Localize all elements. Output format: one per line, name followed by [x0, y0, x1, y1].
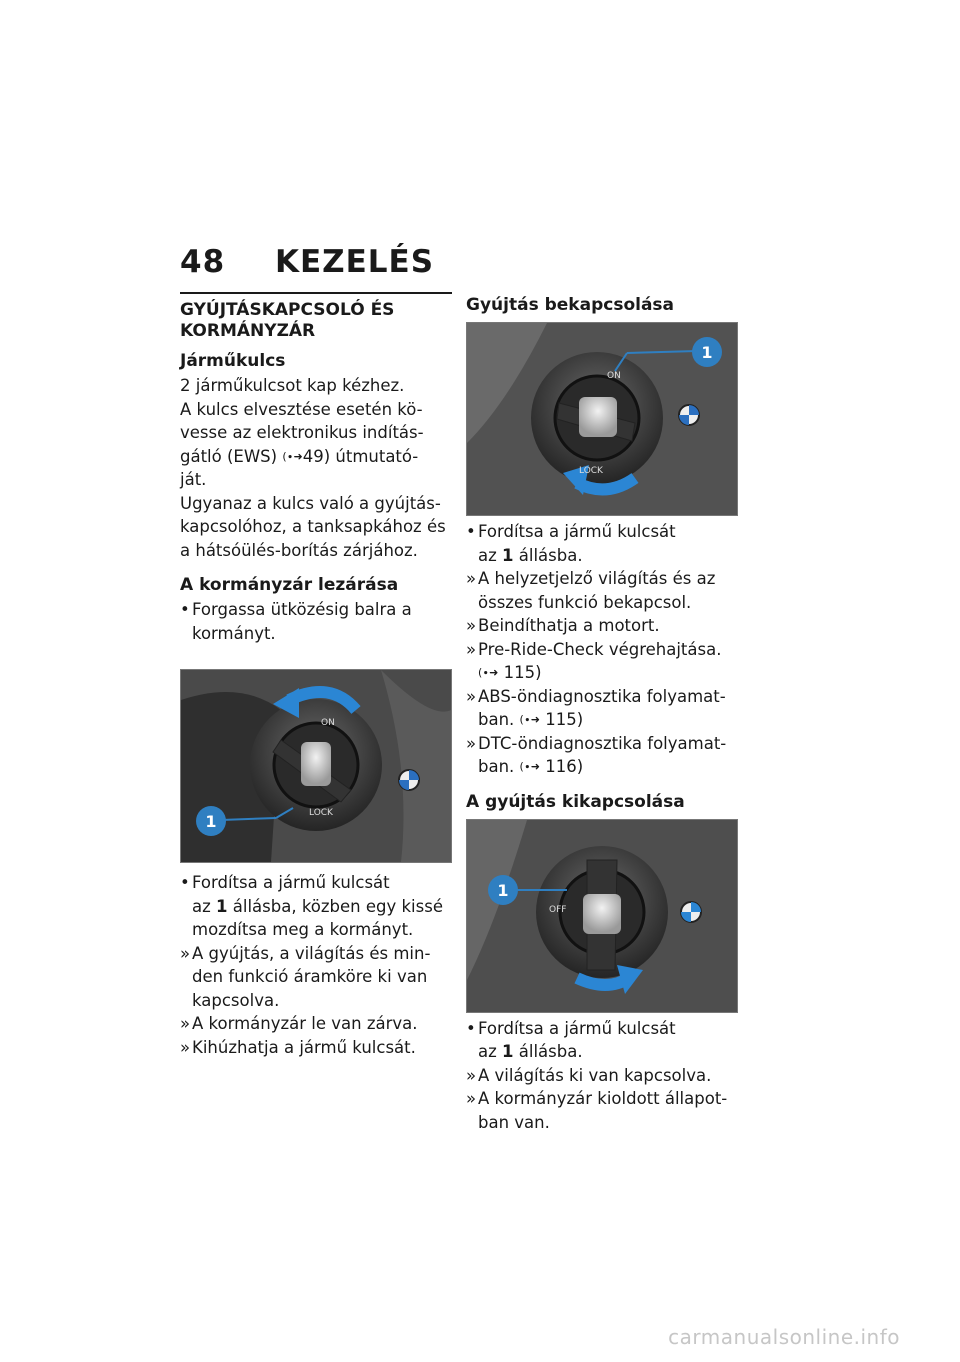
key-paragraph-2: Ugyanaz a kulcs való a gyújtás- kapcsolóhoz, a tanksapkához és a hátsóülés-borítás zárjához.	[180, 493, 446, 560]
figure-steering-lock	[180, 669, 452, 863]
result-icon: »	[466, 639, 477, 659]
result-item: » DTC-öndiagnosztika folyamat- ban. (∙➜ 116)	[466, 733, 727, 776]
section-title: GYÚJTÁSKAPCSOLÓ ÉS KORMÁNYZÁR	[180, 300, 395, 341]
result-icon: »	[466, 1065, 477, 1085]
result-icon: »	[180, 1037, 191, 1057]
result-item: » A kormányzár kioldott állapot- ban van.	[466, 1089, 728, 1132]
callout-1: 1	[497, 880, 509, 900]
subsection-title-key: Járműkulcs	[180, 351, 286, 371]
callout-1: 1	[701, 343, 713, 362]
page-title: KEZELÉS	[274, 244, 435, 280]
result-icon: »	[466, 1089, 477, 1108]
result-item: » Kihúzhatja a jármű kulcsát.	[180, 1036, 452, 1060]
svg-text:OFF: OFF	[549, 904, 567, 915]
svg-text:LOCK: LOCK	[309, 808, 333, 818]
svg-text:ON: ON	[321, 718, 335, 728]
bullet-icon: •	[180, 600, 190, 619]
watermark: carmanualsonline.info	[668, 1325, 900, 1349]
right-column	[466, 292, 740, 1134]
key-paragraph: 2 járműkulcsot kap kézhez. A kulcs elvesztése esetén kö- vesse az elektronikus indítás- gátló (EWS) (∙➜49) útmutató- ját.	[180, 376, 424, 489]
page-number: 48	[180, 244, 226, 280]
subsection-title-ignition-on: Gyújtás bekapcsolása	[466, 295, 675, 315]
ignition-lock-illustration	[181, 670, 451, 862]
result-item: » A gyújtás, a világítás és min- den funkció áramköre ki van kapcsolva.	[180, 943, 431, 1010]
result-item: » A kormányzár le van zárva.	[180, 1012, 452, 1036]
result-icon: »	[466, 686, 477, 706]
result-item: » Beindíthatja a motort.	[466, 614, 740, 638]
result-item: » Pre-Ride-Check végrehajtása. (∙➜ 115)	[466, 639, 722, 682]
result-icon: »	[180, 943, 191, 963]
figure-ignition-off	[466, 819, 738, 1013]
list-item: • Fordítsa a jármű kulcsát az 1 állásba.	[466, 522, 676, 565]
bullet-icon: •	[466, 1018, 476, 1038]
ignition-off-illustration	[467, 820, 737, 1012]
result-item: » ABS-öndiagnosztika folyamat- ban. (∙➜ 115)	[466, 686, 726, 729]
list-item: • Fordítsa a jármű kulcsát az 1 állásba.	[466, 1018, 676, 1061]
svg-text:ON: ON	[607, 371, 621, 381]
bullet-icon: •	[466, 522, 476, 541]
result-icon: »	[466, 733, 477, 753]
result-item: » A helyzetjelző világítás és az összes funkció bekapcsol.	[466, 569, 716, 612]
figure-ignition-on	[466, 322, 738, 516]
list-item: • Fordítsa a jármű kulcsát az 1 állásba, közben egy kissé mozdítsa meg a kormányt.	[180, 873, 443, 939]
arrow-ref-icon: (∙➜	[478, 666, 499, 679]
arrow-ref-icon: (∙➜	[282, 449, 303, 463]
result-icon: »	[180, 1014, 191, 1033]
left-column	[180, 292, 452, 1059]
result-item: » A világítás ki van kapcsolva.	[466, 1064, 740, 1088]
subsection-title-lock: A kormányzár lezárása	[180, 575, 399, 595]
list-item: • Forgassa ütközésig balra a kormányt.	[180, 600, 412, 643]
svg-text:LOCK: LOCK	[579, 466, 603, 476]
page-header	[180, 244, 434, 280]
callout-1: 1	[205, 812, 217, 831]
result-icon: »	[466, 569, 477, 588]
arrow-ref-icon: (∙➜	[519, 760, 540, 773]
ignition-on-illustration	[467, 323, 737, 515]
result-icon: »	[466, 616, 477, 635]
bullet-icon: •	[180, 873, 190, 892]
arrow-ref-icon: (∙➜	[519, 713, 540, 726]
subsection-title-ignition-off: A gyújtás kikapcsolása	[466, 791, 685, 812]
section-rule	[180, 292, 452, 294]
